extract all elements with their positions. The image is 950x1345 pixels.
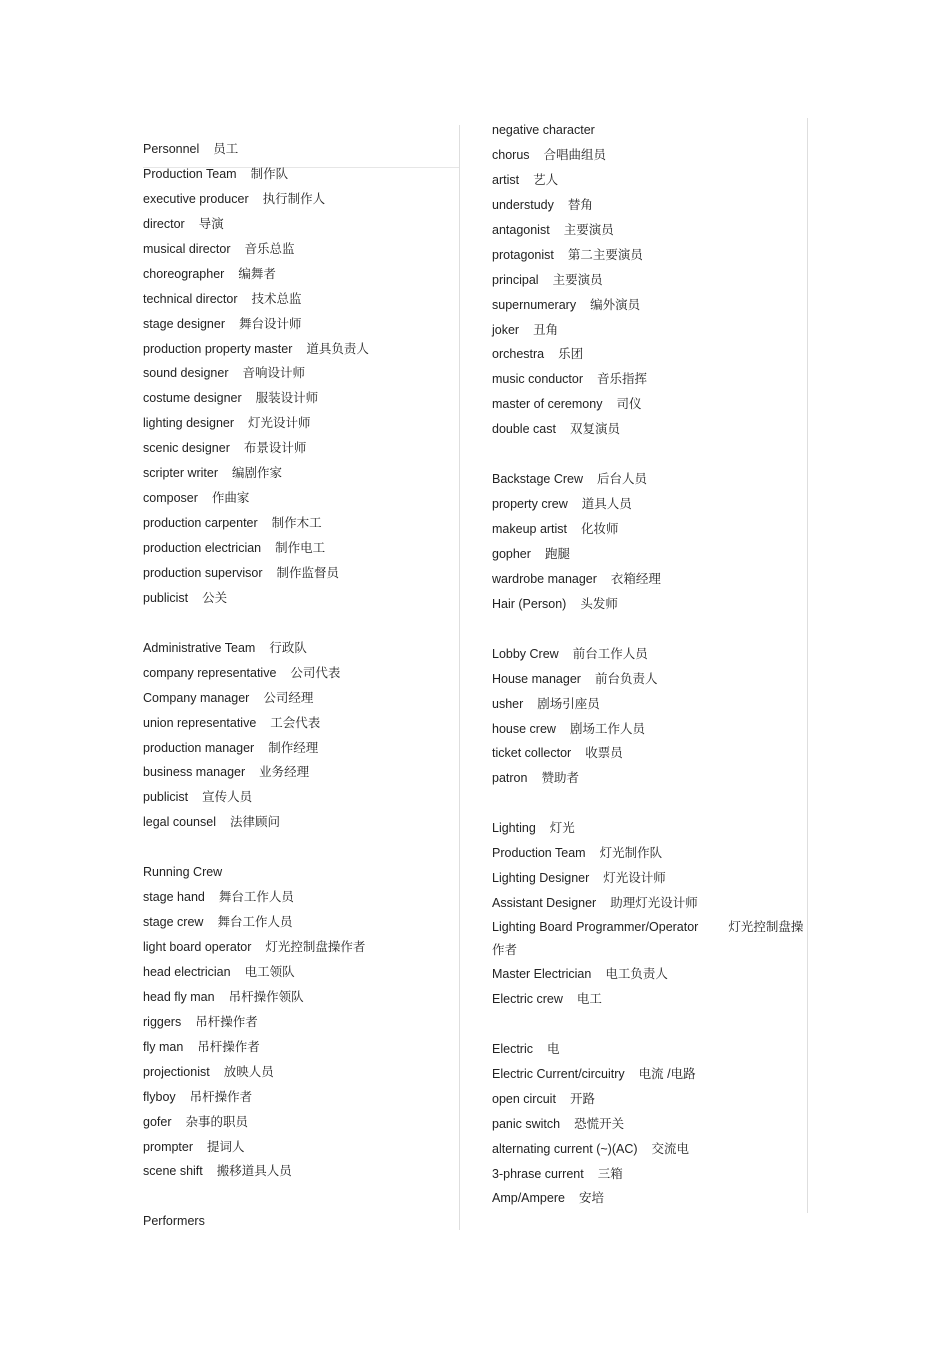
chinese-translation: 主要演员: [552, 272, 603, 287]
chinese-translation: 前台工作人员: [572, 646, 648, 661]
chinese-translation: 提词人: [207, 1139, 245, 1154]
chinese-translation: 双复演员: [569, 422, 620, 437]
chinese-translation: 艺人: [533, 172, 559, 187]
section-gap: [492, 442, 804, 467]
english-term: stage hand: [143, 890, 205, 905]
english-term: music conductor: [492, 372, 584, 387]
chinese-translation: 编剧作家: [232, 466, 283, 481]
term-row-administrative-team: [143, 636, 459, 661]
english-term: negative character: [492, 123, 595, 137]
term-row-production-carpenter: [143, 511, 459, 536]
term-row-riggers: [143, 1010, 459, 1035]
chinese-translation: 主要演员: [563, 222, 614, 237]
english-term: light board operator: [143, 940, 252, 954]
chinese-translation: 执行制作人: [262, 191, 326, 206]
chinese-translation: 法律顾问: [229, 815, 280, 830]
chinese-translation: 舞台工作人员: [217, 915, 293, 930]
term-row-artist: [492, 168, 804, 193]
english-term: gofer: [143, 1114, 172, 1129]
english-term: stage crew: [143, 915, 204, 930]
term-row-gofer: [143, 1110, 459, 1135]
chinese-translation: 制作经理: [268, 740, 319, 755]
term-row-antagonist: [492, 218, 804, 243]
chinese-translation: 公司代表: [290, 665, 341, 680]
english-term: wardrobe manager: [492, 571, 597, 586]
english-term: sound designer: [143, 366, 229, 381]
term-row-scenic-designer: [143, 436, 459, 461]
chinese-translation: 导演: [198, 216, 224, 231]
english-term: Hair (Person): [492, 596, 567, 611]
chinese-translation: 乐团: [558, 347, 584, 362]
chinese-translation: 前台负责人: [594, 671, 658, 686]
english-term: Personnel: [143, 142, 200, 156]
english-term: Production Team: [143, 166, 237, 181]
english-term: prompter: [143, 1139, 194, 1154]
chinese-translation: 助理灯光设计师: [610, 896, 698, 911]
english-term: production manager: [143, 740, 255, 755]
chinese-translation: 司仪: [616, 397, 642, 412]
term-row-stage-crew: [143, 910, 459, 935]
chinese-translation: 后台人员: [597, 472, 648, 487]
english-term: fly man: [143, 1039, 184, 1054]
term-row-usher: [492, 692, 804, 717]
english-term: union representative: [143, 715, 257, 730]
term-row-double-cast: [492, 417, 804, 442]
chinese-translation: 灯光制作队: [599, 846, 663, 861]
chinese-translation: 放映人员: [223, 1064, 274, 1079]
term-row-sound-designer: [143, 361, 459, 386]
term-row-projectionist: [143, 1060, 459, 1085]
chinese-translation: 灯光设计师: [248, 416, 311, 431]
term-row-choreographer: [143, 262, 459, 287]
chinese-translation: 剧场工作人员: [569, 721, 645, 736]
chinese-translation: 布景设计师: [243, 441, 307, 456]
english-term: Running Crew: [143, 865, 223, 880]
term-row-master-electrician: [492, 962, 804, 987]
term-row-lighting: [492, 816, 804, 841]
english-term: double cast: [492, 422, 556, 437]
english-term: Lighting: [492, 821, 536, 836]
english-term: supernumerary: [492, 297, 577, 312]
english-term: production carpenter: [143, 516, 258, 531]
english-term: Production Team: [492, 846, 586, 861]
term-row-stage-hand: [143, 885, 459, 910]
chinese-translation: 头发师: [580, 596, 618, 611]
term-row-union-representative: [143, 711, 459, 736]
english-term: Electric: [492, 1041, 533, 1056]
chinese-translation: 灯光控制盘操作者: [265, 940, 366, 954]
english-term: joker: [492, 322, 520, 337]
english-term: director: [143, 216, 185, 231]
english-term: production supervisor: [143, 565, 263, 580]
term-row-3-phrase-current: [492, 1162, 804, 1187]
left-glossary-column: [143, 137, 459, 1234]
chinese-translation: 工会代表: [270, 715, 321, 730]
term-row-publicist: [143, 785, 459, 810]
chinese-translation: 三箱: [597, 1166, 623, 1181]
chinese-translation: 第二主要演员: [567, 247, 643, 262]
english-term: production property master: [143, 341, 293, 356]
chinese-translation: 音乐总监: [244, 241, 295, 256]
term-row-assistant-designer: [492, 891, 804, 916]
english-term: production electrician: [143, 541, 262, 555]
term-row-costume-designer: [143, 386, 459, 411]
term-row-head-electrician: [143, 960, 459, 985]
english-term: lighting designer: [143, 416, 235, 431]
english-term: principal: [492, 272, 539, 287]
chinese-translation: 收票员: [585, 746, 623, 761]
chinese-translation: 电工负责人: [605, 967, 668, 981]
chinese-translation: 技术总监: [251, 291, 302, 306]
term-row-music-conductor: [492, 367, 804, 392]
term-row-executive-producer: [143, 187, 459, 212]
english-term: artist: [492, 172, 520, 187]
chinese-translation: 剧场引座员: [537, 696, 600, 711]
chinese-translation: 吊杆操作领队: [228, 989, 304, 1004]
english-term: publicist: [143, 590, 189, 605]
term-row-fly-man: [143, 1035, 459, 1060]
chinese-translation: 合唱曲组员: [543, 147, 607, 162]
term-row-master-of-ceremony: [492, 392, 804, 417]
term-row-scene-shift: [143, 1159, 459, 1184]
chinese-translation: 吊杆操作者: [189, 1089, 253, 1104]
english-term: composer: [143, 491, 198, 506]
english-term: orchestra: [492, 347, 545, 362]
section-gap: [143, 1184, 459, 1209]
english-term: 3-phrase current: [492, 1166, 584, 1181]
term-row-scripter-writer: [143, 461, 459, 486]
chinese-translation: 替角: [567, 197, 593, 212]
english-term: executive producer: [143, 191, 249, 206]
term-row-lobby-crew: [492, 642, 804, 667]
english-term: protagonist: [492, 247, 554, 262]
term-row-protagonist: [492, 243, 804, 268]
term-row-hair-person: [492, 592, 804, 617]
english-term: house crew: [492, 721, 556, 736]
english-term: chorus: [492, 147, 530, 162]
english-term: publicist: [143, 790, 189, 805]
chinese-translation: 编舞者: [238, 266, 276, 281]
chinese-translation: 业务经理: [259, 765, 310, 780]
english-term: head electrician: [143, 964, 231, 979]
column-divider: [459, 125, 460, 1230]
chinese-translation: 安培: [578, 1191, 604, 1206]
english-term: gopher: [492, 546, 531, 561]
term-row-electric-crew: [492, 987, 804, 1012]
term-row-production-property-master: [143, 337, 459, 362]
chinese-translation: 舞台设计师: [239, 316, 302, 331]
chinese-translation: 电: [546, 1041, 560, 1056]
term-row-production-team: [492, 841, 804, 866]
term-row-negative-character: [492, 118, 804, 143]
term-row-orchestra: [492, 342, 804, 367]
term-row-principal: [492, 268, 804, 293]
section-gap: [492, 1012, 804, 1037]
term-row-wardrobe-manager: [492, 567, 804, 592]
english-term: riggers: [143, 1014, 182, 1029]
chinese-translation: 音响设计师: [242, 366, 305, 381]
english-term: Assistant Designer: [492, 896, 597, 911]
chinese-translation: 制作电工: [275, 541, 326, 555]
chinese-translation: 公司经理: [263, 690, 314, 705]
chinese-translation: 制作队: [250, 166, 289, 181]
english-term: Company manager: [143, 690, 250, 705]
english-term: musical director: [143, 241, 231, 256]
english-term: scripter writer: [143, 466, 219, 481]
section-gap: [143, 611, 459, 636]
term-row-company-manager: [143, 686, 459, 711]
chinese-translation: 杂事的职员: [185, 1114, 249, 1129]
term-row-amp-ampere: [492, 1186, 804, 1211]
term-row-running-crew: [143, 860, 459, 885]
chinese-translation: 丑角: [533, 322, 559, 337]
chinese-translation: 搬移道具人员: [216, 1164, 292, 1179]
chinese-translation: 道具负责人: [306, 341, 369, 356]
term-row-flyboy: [143, 1085, 459, 1110]
term-row-property-crew: [492, 492, 804, 517]
term-row-business-manager: [143, 760, 459, 785]
chinese-translation: 编外演员: [590, 297, 641, 312]
term-row-production-team: [143, 162, 459, 187]
chinese-translation: 宣传人员: [202, 790, 253, 805]
term-row-alternating-current-ac: [492, 1137, 804, 1162]
english-term: property crew: [492, 497, 568, 512]
term-row-patron: [492, 766, 804, 791]
term-row-head-fly-man: [143, 985, 459, 1010]
english-term: makeup artist: [492, 522, 568, 536]
term-row-electric-current-circuitry: [492, 1062, 804, 1087]
english-term: Lighting Designer: [492, 871, 590, 886]
english-term: Administrative Team: [143, 640, 256, 655]
english-term: understudy: [492, 197, 554, 212]
english-term: usher: [492, 696, 524, 711]
english-term: ticket collector: [492, 746, 572, 761]
english-term: choreographer: [143, 266, 225, 281]
english-term: alternating current (~)(AC): [492, 1141, 638, 1156]
chinese-translation: 灯光设计师: [603, 871, 666, 886]
chinese-translation: 舞台工作人员: [218, 890, 294, 905]
english-term: House manager: [492, 671, 581, 686]
term-row-publicist: [143, 586, 459, 611]
term-row-prompter: [143, 1135, 459, 1160]
chinese-translation: 公关: [202, 590, 228, 605]
chinese-translation: 电工领队: [244, 964, 295, 979]
english-term: panic switch: [492, 1116, 561, 1131]
english-term: legal counsel: [143, 815, 216, 830]
term-row-stage-designer: [143, 312, 459, 337]
english-term: head fly man: [143, 989, 215, 1004]
english-term: company representative: [143, 665, 277, 680]
term-row-musical-director: [143, 237, 459, 262]
term-row-electric: [492, 1037, 804, 1062]
english-term: master of ceremony: [492, 397, 603, 412]
english-term: Amp/Ampere: [492, 1191, 565, 1206]
term-row-makeup-artist: [492, 517, 804, 542]
term-row-production-manager: [143, 736, 459, 761]
chinese-translation: 服装设计师: [255, 391, 319, 406]
english-term: flyboy: [143, 1089, 176, 1104]
english-term: scene shift: [143, 1164, 203, 1179]
english-term: Lighting Board Programmer/Operator: [492, 920, 699, 934]
term-row-lighting-designer: [492, 866, 804, 891]
english-term: Lobby Crew: [492, 646, 559, 661]
chinese-translation: 音乐指挥: [597, 372, 648, 387]
term-row-technical-director: [143, 287, 459, 312]
term-row-understudy: [492, 193, 804, 218]
chinese-translation: 衣箱经理: [610, 571, 661, 586]
chinese-translation: 化妆师: [581, 522, 619, 536]
chinese-translation: 吊杆操作者: [195, 1014, 258, 1029]
section-gap: [492, 617, 804, 642]
chinese-translation: 行政队: [269, 640, 307, 655]
term-row-performers: [143, 1209, 459, 1234]
chinese-translation: 交流电: [651, 1141, 690, 1156]
english-term: costume designer: [143, 391, 242, 406]
term-row-company-representative: [143, 661, 459, 686]
english-term: Electric Current/circuitry: [492, 1066, 625, 1081]
english-term: technical director: [143, 291, 238, 306]
english-term: Backstage Crew: [492, 472, 584, 487]
chinese-translation: 制作监督员: [276, 565, 340, 580]
term-row-lighting-designer: [143, 411, 459, 436]
english-term: Electric crew: [492, 991, 563, 1006]
term-row-chorus: [492, 143, 804, 168]
chinese-translation: 电流 /电路: [638, 1066, 696, 1081]
english-term: Master Electrician: [492, 967, 592, 981]
term-row-director: [143, 212, 459, 237]
term-row-light-board-operator: [143, 935, 459, 960]
english-term: antagonist: [492, 222, 550, 237]
english-term: projectionist: [143, 1064, 210, 1079]
chinese-translation: 跑腿: [544, 546, 570, 561]
right-margin-rule: [807, 118, 808, 1213]
term-row-open-circuit: [492, 1087, 804, 1112]
chinese-translation: 吊杆操作者: [197, 1039, 260, 1054]
section-gap: [492, 791, 804, 816]
chinese-translation: 灯光: [549, 821, 575, 836]
term-row-house-crew: [492, 717, 804, 742]
chinese-translation: 灯光控制盘操作者: [492, 920, 804, 957]
english-term: business manager: [143, 765, 246, 780]
chinese-translation: 赞助者: [541, 771, 579, 786]
term-row-supernumerary: [492, 293, 804, 318]
english-term: open circuit: [492, 1091, 556, 1106]
term-row-production-electrician: [143, 536, 459, 561]
term-row-backstage-crew: [492, 467, 804, 492]
english-term: patron: [492, 771, 528, 786]
term-row-composer: [143, 486, 459, 511]
term-row-gopher: [492, 542, 804, 567]
chinese-translation: 电工: [576, 991, 602, 1006]
right-glossary-column: [492, 118, 804, 1211]
chinese-translation: 制作木工: [271, 516, 322, 531]
term-row-ticket-collector: [492, 741, 804, 766]
chinese-translation: 作曲家: [211, 491, 250, 506]
term-row-production-supervisor: [143, 561, 459, 586]
english-term: stage designer: [143, 316, 226, 331]
english-term: Performers: [143, 1214, 205, 1229]
chinese-translation: 恐慌开关: [574, 1116, 625, 1131]
english-term: scenic designer: [143, 441, 230, 456]
term-row-legal-counsel: [143, 810, 459, 835]
term-row-panic-switch: [492, 1112, 804, 1137]
chinese-translation: 员工: [213, 142, 239, 156]
term-row-personnel: [143, 137, 459, 162]
term-row-lighting-board-programmer-operator: [492, 916, 804, 962]
chinese-translation: 道具人员: [581, 497, 632, 512]
term-row-house-manager: [492, 667, 804, 692]
chinese-translation: 开路: [569, 1091, 595, 1106]
term-row-joker: [492, 318, 804, 343]
section-gap: [143, 835, 459, 860]
